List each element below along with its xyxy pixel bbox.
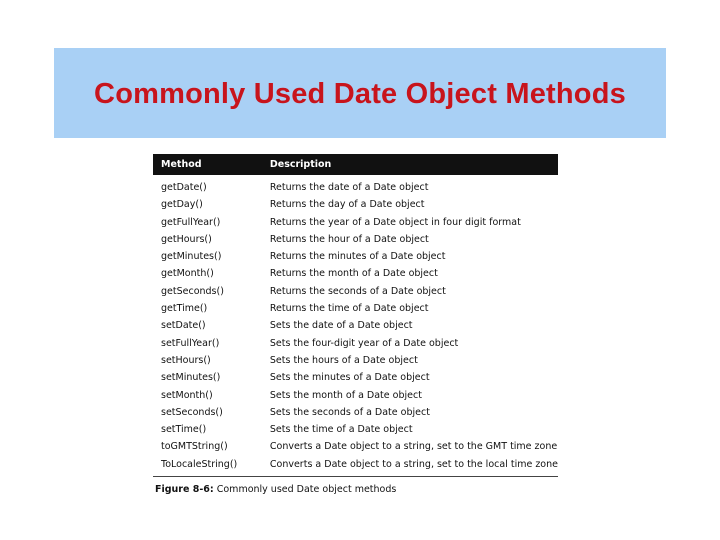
description-cell: Converts a Date object to a string, set to the local time zone: [269, 458, 558, 470]
description-cell: Returns the year of a Date object in four digit format: [269, 216, 521, 228]
method-cell: getMinutes(): [161, 251, 222, 263]
method-cell: getSeconds(): [161, 285, 224, 297]
description-cell: Returns the month of a Date object: [269, 268, 438, 280]
method-cell: getDate(): [161, 182, 207, 193]
table-row: [153, 196, 558, 213]
table-bottom-rule: [153, 476, 558, 477]
table-header-row: [153, 154, 558, 175]
table-row: [153, 404, 558, 421]
method-cell: getMonth(): [161, 268, 214, 280]
method-cell: ToLocaleString(): [161, 458, 238, 470]
table-row: [153, 283, 558, 300]
title-band: [54, 48, 666, 138]
description-cell: Returns the seconds of a Date object: [269, 285, 446, 297]
table-row: [153, 335, 558, 352]
table-row: [153, 369, 558, 386]
description-cell: Sets the seconds of a Date object: [269, 406, 430, 418]
caption-text: Commonly used Date object methods: [213, 484, 397, 496]
description-cell: Returns the date of a Date object: [269, 182, 429, 193]
table-body: [153, 175, 558, 473]
method-cell: setHours(): [161, 354, 211, 366]
table-row: [153, 248, 558, 265]
description-cell: Sets the time of a Date object: [269, 424, 413, 436]
methods-table: [153, 154, 558, 473]
header-description: Description: [262, 154, 558, 175]
method-cell: getDay(): [161, 199, 203, 211]
description-cell: Sets the minutes of a Date object: [269, 372, 430, 384]
description-cell: Converts a Date object to a string, set to the GMT time zone: [269, 441, 558, 453]
figure-caption: [153, 484, 558, 495]
method-cell: getFullYear(): [161, 216, 221, 228]
description-cell: Returns the hour of a Date object: [269, 233, 429, 245]
method-cell: setDate(): [161, 320, 206, 332]
header-method: Method: [153, 154, 262, 175]
method-cell: toGMTString(): [161, 441, 228, 453]
description-cell: Returns the day of a Date object: [269, 199, 425, 211]
description-cell: Returns the time of a Date object: [269, 303, 429, 315]
table-row: [153, 231, 558, 248]
method-cell: getHours(): [161, 233, 212, 245]
table-row: [153, 421, 558, 438]
method-cell: setMinutes(): [161, 372, 221, 384]
table-row: [153, 214, 558, 231]
method-cell: setTime(): [161, 424, 207, 436]
figure: [153, 154, 558, 495]
method-cell: setMonth(): [161, 389, 213, 401]
description-cell: Returns the minutes of a Date object: [269, 251, 446, 263]
description-cell: Sets the month of a Date object: [269, 389, 422, 401]
table-row: [153, 352, 558, 369]
table-row: [153, 317, 558, 334]
slide-title: Commonly Used Date Object Methods: [94, 77, 626, 110]
table-row: [153, 175, 558, 196]
description-cell: Sets the date of a Date object: [269, 320, 413, 332]
table-row: [153, 300, 558, 317]
method-cell: getTime(): [161, 303, 208, 315]
table-row: [153, 438, 558, 455]
description-cell: Sets the hours of a Date object: [269, 354, 418, 366]
description-cell: Sets the four-digit year of a Date object: [269, 337, 459, 349]
method-cell: setSeconds(): [161, 406, 223, 418]
method-cell: setFullYear(): [161, 337, 220, 349]
table-row: [153, 265, 558, 282]
caption-label: Figure 8-6:: [155, 484, 214, 496]
table-row: [153, 387, 558, 404]
table-row: [153, 456, 558, 473]
